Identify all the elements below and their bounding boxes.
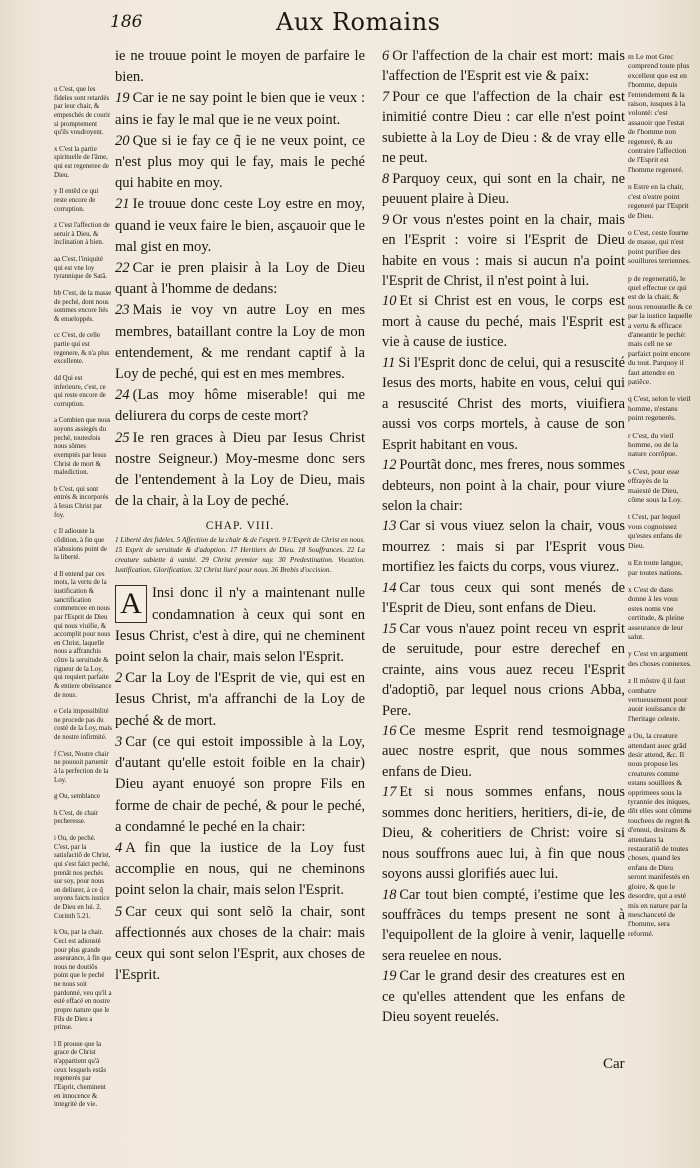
catchword: Car <box>603 1056 625 1072</box>
verse <box>115 668 365 732</box>
verse-number: 3 <box>115 733 123 750</box>
verse <box>115 300 365 385</box>
verse-text: Et si nous sommes enfans, nous sommes donc heritiers, heritiers, di-ie, de Dieu, & coheritiers de Christ: voire si nous souffrons auec lui, à fin que nous soyons aussi glorifiés auec lui. <box>382 784 625 883</box>
verse-number: 19 <box>115 90 130 107</box>
verse <box>382 966 625 1027</box>
verse <box>115 428 365 513</box>
marginal-note: s C'est, pour esse effrayés de la maiesté de Dieu, cõme sous la Loy. <box>628 466 683 505</box>
verse-number: 4 <box>115 839 123 856</box>
verse-number: 9 <box>382 211 390 228</box>
verse-text: Car vous n'auez point receu vn esprit de seruitude, pour estre derechef en crainte, ains vous auez receu l'Esprit d'adoptiõ, par lequel nous crions Abba, Pere. <box>382 620 625 719</box>
marginal-note: f C'est, Nostre chair ne pouuoit paruenir à la perfection de la Loy. <box>54 750 109 784</box>
verse-text: Ie trouue donc ceste Loy estre en moy, quand ie veux faire le bien, asçauoir que le mal gist en moy. <box>115 196 366 255</box>
verse-text: Mais ie voy vn autre Loy en mes membres, bataillant contre la Loy de mon entendement, & me rendant captif à la Loy de peché, qui est en mes membres. <box>115 302 365 383</box>
marginal-note: z C'est l'affection de seruir à Dieu, & inclination à bien. <box>54 222 110 247</box>
verse-text: Car ie pren plaisir à la Loy de Dieu quant à l'homme de dedans: <box>115 260 365 298</box>
verse-number: 10 <box>382 293 397 310</box>
verse-number: 16 <box>382 722 397 739</box>
verse-text: Car si vous viuez selon la chair, vous mourrez : mais si par l'Esprit vous mortifiez les faicts du corps, vous viurez. <box>382 518 625 576</box>
verse-text: Ie ren graces à Dieu par Iesus Christ nostre Seigneur.) Moy-mesme donc sers de l'entendement à la Loy de Dieu, mais de la chair, à la Loy de peché. <box>115 429 365 510</box>
page-header <box>0 8 700 38</box>
verse-number: 6 <box>382 48 390 64</box>
verse <box>382 210 625 292</box>
verse <box>382 353 625 455</box>
verse-text: Et si Christ est en vous, le corps est mort à cause du peché, mais l'Esprit est vie à cause de iustice. <box>382 293 625 351</box>
marginal-note: x C'est la partie spirituelle de l'âme, qui est regeneree de Dieu. <box>54 145 109 179</box>
verse-text: Car tous ceux qui sont menés de l'Esprit de Dieu, sont enfans de Dieu. <box>382 579 625 617</box>
verse-text: Or vous n'estes point en la chair, mais en l'Esprit : voire si l'Esprit de Dieu habite en vous : mais si aucun n'a point l'Esprit de Christ, il n'est point à lui. <box>382 211 625 289</box>
verse-text: Si l'Esprit donc de celui, qui a resuscité Iesus des morts, habite en vous, celui qui a resuscité Christ des morts, viuifiera aussi vos corps mortels, à cause de son Esprit habitant en vous. <box>382 354 625 453</box>
marginal-note: n Estre en la chair, c'est n'estre point regeneré par l'Esprit de Dieu. <box>628 182 689 220</box>
verse <box>382 619 625 721</box>
verse <box>382 782 625 884</box>
marginal-note: x C'est de dans donne à les vous estes noms vne certitude, & pleine asseurance de leur salut. <box>628 584 685 641</box>
verse-number: 8 <box>382 170 390 187</box>
verse-text: Car ceux qui sont selõ la chair, sont affectionnés aux choses de la chair: mais ceux qui sont selon l'Esprit, aux choses de l'Esprit. <box>115 903 365 984</box>
verse-text: (Las moy hôme miserable! qui me deliurera du corps de ceste mort? <box>115 387 365 425</box>
page-number: 186 <box>110 12 143 32</box>
verse-number: 5 <box>115 903 123 920</box>
verse-number: 14 <box>382 579 397 596</box>
verse <box>382 46 625 87</box>
running-title: Aux Romains <box>276 8 441 36</box>
verse-number: 11 <box>382 354 396 371</box>
verse-number: 12 <box>382 457 397 474</box>
marginal-note: u En toute langue, par toutes nations. <box>628 558 683 577</box>
marginal-note: y Il entêd ce qui reste encore de corruption. <box>54 188 99 213</box>
verse <box>115 194 365 258</box>
marginal-note: r C'est, du vieil homme, ou de la nature corrôpue. <box>628 430 678 459</box>
verse-text: Car tout bien compté, i'estime que les souffrãces du temps present ne sont à l'equipollent de la gloire à venir, laquelle sera reuelee en nous. <box>382 886 625 964</box>
verse-text: Car (ce qui estoit impossible à la Loy, d'autant qu'elle estoit foible en la chair) Dieu ayant enuoyé son propre Fils en forme de chair de peché, & pour le peché, a condamné le peché en la chair: <box>115 733 365 835</box>
verse-text: A fin que la iustice de la Loy fust accomplie en nous, qui ne cheminons point selon la chair, mais selon l'Esprit. <box>115 839 365 899</box>
verse-number: 13 <box>382 518 397 535</box>
verse <box>115 838 365 902</box>
verse-text: ie ne trouue point le moyen de parfaire le bien. <box>115 48 365 86</box>
marginal-note: h C'est, de chair pecheresse. <box>54 809 99 826</box>
right-margin-notes <box>628 52 692 946</box>
verse <box>115 385 365 427</box>
verse <box>382 578 625 619</box>
marginal-note: p de regeneratiô, le quel effectue ce qui est de la chair, & nous renouuelle & ce par la iustice laquelle a vertu & efficace d'aneantir le peché: mais cell ne se parfaict point encore du tout. Parquoy il faut attendre en patiẽce. <box>628 273 692 386</box>
verse-number: 21 <box>115 196 130 213</box>
marginal-note: b C'est, qui sont entrés & incorporés à Iesus Christ par foy. <box>54 485 109 519</box>
verse-number: 22 <box>115 260 130 277</box>
verse-text: Parquoy ceux, qui sont en la chair, ne peuuent plaire à Dieu. <box>382 170 625 208</box>
verse <box>382 516 625 577</box>
verse-text: Que si ie fay ce q̃ ie ne veux point, ce n'est plus moy qui le fay, mais le peché qui habite en moy. <box>115 132 365 192</box>
verse-number: 17 <box>382 784 397 801</box>
left-margin-notes <box>54 86 112 1118</box>
marginal-note: l Il prouue que la grace de Christ n'appartient qu'à ceux lesquels estãs regenerés par l'Esprit, cheminent en innocence & integrité de vie. <box>54 1040 107 1109</box>
verse <box>115 583 365 668</box>
verse-number: 19 <box>382 968 397 985</box>
right-text-column <box>382 46 625 1028</box>
verse <box>382 87 625 169</box>
verse-text: Car le grand desir des creatures est en ce qu'elles attendent que les enfans de Dieu soyent reuelés. <box>382 968 625 1026</box>
verse-text: Ce mesme Esprit rend tesmoignage auec nostre esprit, que nous sommes enfans de Dieu. <box>382 722 625 780</box>
verse-text: Pour ce que l'affection de la chair est inimitié contre Dieu : car elle n'est point subiette à la Loy de Dieu : & de vray elle ne peut. <box>382 88 625 167</box>
marginal-note: aa C'est, l'iniquité qui est vne loy tyrannique de Satã. <box>54 256 108 281</box>
marginal-note: cc C'est, de celle partie qui est regenere, & n'a plus excellente. <box>54 332 110 366</box>
verse-number: 18 <box>382 886 397 903</box>
verse-text: Car la Loy de l'Esprit de vie, qui est en Iesus Christ, m'a affranchi de la Loy de peché & de mort. <box>115 670 365 729</box>
verse <box>115 131 365 195</box>
marginal-note: q C'est, selon le vieil homme, n'estans point regenerés. <box>628 394 691 423</box>
verse <box>382 455 625 516</box>
decorated-initial: A <box>115 585 147 623</box>
marginal-note: g Ou, semblance <box>54 793 101 801</box>
chapter-summary: 1 Liberté des fideles. 5 Affection de la chair & de l'esprit. 9 L'Esprit de Christ en nous. 15 Esprit de seruitude & d'adoption. 17 Heritiers de Dieu. 18 Souffrances. 22 La creature subiette à vanité. 29 Christ premier nay. 30 Predestination. Vocation. Iustification, Glorification. 32 Christ liuré pour nous. 36 Brebis d'occision. <box>115 536 365 575</box>
marginal-note: z Il môstre q̃ il faut combatre vertueusement pour auoir iouïssance de l'heritage celeste. <box>628 676 688 723</box>
verse <box>382 721 625 782</box>
verse <box>115 732 365 838</box>
verse <box>115 46 365 88</box>
verse-number: 24 <box>115 387 130 404</box>
verse-number: 2 <box>115 670 123 687</box>
marginal-note: t C'est, par lequel vous cognoissez qu'estes enfans de Dieu. <box>628 512 682 550</box>
verse <box>382 291 625 352</box>
verse-text: Insi donc il n'y a maintenant nulle condamnation à ceux qui sont en Iesus Christ, c'est à dire, qui ne cheminent point selon la chair, mais selon l'Esprit. <box>115 585 365 666</box>
marginal-note: a Combien que nous soyons assiegés du peché, toutesfois nous sõmes exemptés par Iesus Christ de mort & malediction. <box>54 417 111 477</box>
marginal-note: d Il entend par ces mots, la vertu de la iustification & sanctification commencee en nous par l'Esprit de Dieu qui nous viuifie, & accomplit pour nous en Christ, laquelle nous a affranchis côtre la seruitude & rigueur de la Loy, qui requiert parfaite & entiere obeïssance de nous. <box>54 570 112 699</box>
verse <box>115 88 365 130</box>
verse-number: 15 <box>382 620 397 637</box>
verse-number: 23 <box>115 302 130 319</box>
marginal-note: i Ou, de peché. C'est, par la satisfactiõ de Christ, qui s'est faict peché, prenât nos pechés sur soy, pour nous en deliurer, à ce q̃ soyons faicts iustice de Dieu en lui. 2. Corinth 5.21. <box>54 835 111 920</box>
marginal-note: u C'est, que les fideles sont retardés par leur chair, & empeschés de courir si promptement qu'ils voudroyent. <box>54 86 111 137</box>
marginal-note: k Ou, par la chair. Ceci est adiousté pour plus grande asseurance, à fin que nous ne doutiôs point que le peché ne nous soit pardonné, veu qu'il a esté effacé en nostre propre nature que le Fils de Dieu a prinse. <box>54 929 112 1032</box>
verse <box>382 885 625 967</box>
left-text-column <box>115 46 365 986</box>
marginal-note: y C'est vn argument des choses connexes. <box>628 649 692 668</box>
marginal-note: a Ou, la creature attendant auec grãd desir attend, &c. Il nous propose les creatures comme estans souillees & opprimees sous la tyrannie des iniques, dõt elles sont cômme touchees de regret & d'ennui, desirans & attendans la restauratiô de toutes choses, quand les enfans de Dieu seront manifestés en gloire, & que le desordre, qui a esté mis en nature par la meschanceté de l'homme, sera reformé. <box>628 731 692 938</box>
verse-number: 25 <box>115 429 130 446</box>
marginal-note: dd Qui est inferieure, c'est, ce qui reste encore de corruption. <box>54 374 106 408</box>
verse <box>115 258 365 300</box>
marginal-note: m Le mot Grec comprend toute plus excellent que est en l'homme, depuis l'entendement & la raison, iusques à la volonté: c'est assauoir que l'estat de l'homme non regeneré, & au contraire l'affection de l'Esprit est l'homme regeneré. <box>628 52 690 174</box>
verse-text: Pourtãt donc, mes freres, nous sommes debteurs, non point à la chair, pour viure selon la chair: <box>382 457 625 514</box>
verse <box>382 169 625 210</box>
verse-text: Or l'affection de la chair est mort: mais l'affection de l'Esprit est vie & paix: <box>382 48 625 85</box>
marginal-note: e Cela impossibilité ne procede pas du costé de la Loy, mais de nostre infirmité. <box>54 708 112 741</box>
verse-text: Car ie ne say point le bien que ie veux : ains ie fay le mal que ie ne veux point. <box>115 90 365 128</box>
marginal-note: bb C'est, de la masse de peché, dont nous sommes encore liés & enueloppés. <box>54 289 112 323</box>
left-verses-chapter-8 <box>115 583 365 986</box>
verse-number: 7 <box>382 88 390 105</box>
marginal-note: o C'est, ceste fourne de masse, qui n'est point purifiee des souillures terriennes. <box>628 227 691 266</box>
verse-number: 20 <box>115 132 130 149</box>
left-verses-chapter-7 <box>115 46 365 512</box>
verse <box>115 902 365 987</box>
marginal-note: c Il adiouste la côdition, à fin que n'abusions point de la liberté. <box>54 528 107 562</box>
chapter-heading: CHAP. VIII. <box>205 520 275 533</box>
